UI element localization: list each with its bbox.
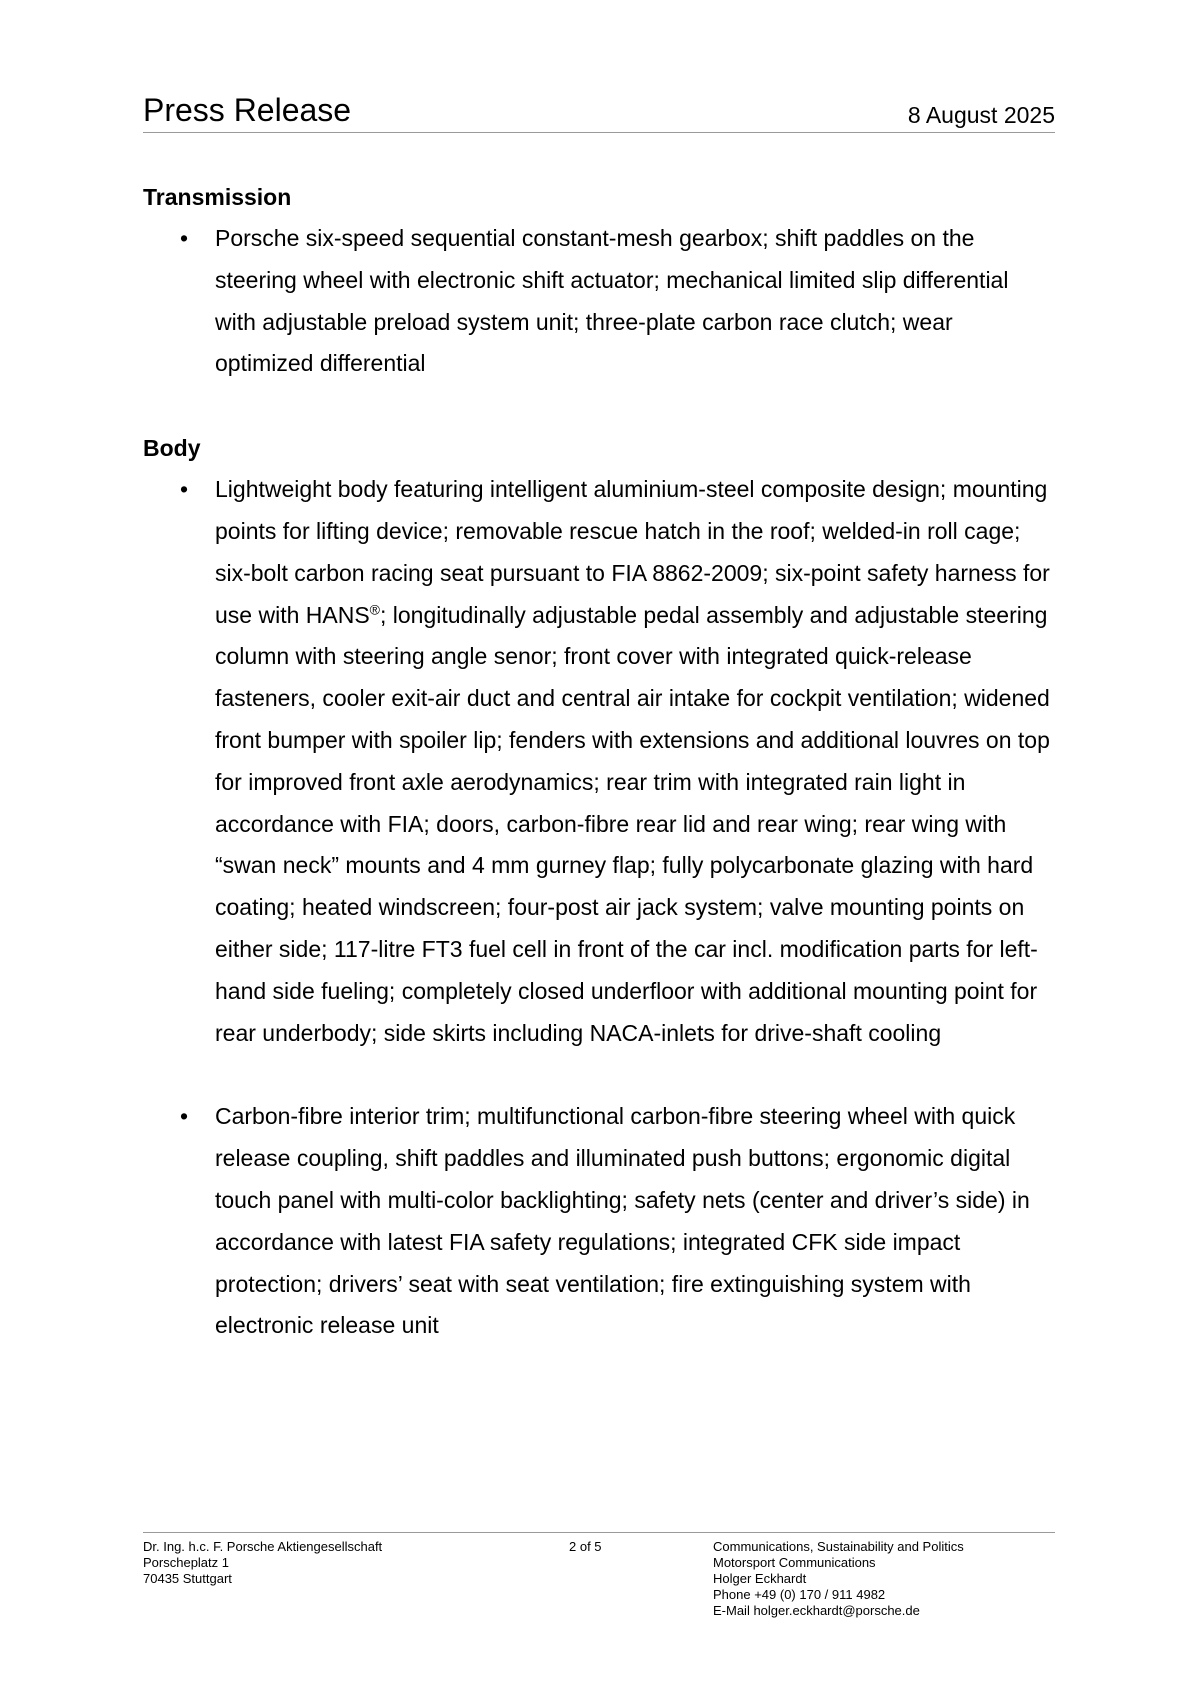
list-item	[143, 1096, 1055, 1347]
list-item	[143, 469, 1055, 1054]
footer-page-block	[569, 1539, 602, 1555]
document-title: Press Release	[143, 92, 352, 128]
list-item-text: Carbon-fibre interior trim; multifunctional carbon-fibre steering wheel with quick release coupling, shift paddles and illuminated push buttons; ergonomic digital touch panel with multi-color backlighting; safety nets (center and driver’s side) in accordance with latest FIA safety regulations; integrated CFK side impact protection; drivers’ seat with seat ventilation; fire extinguishing system with electronic release unit	[215, 1103, 1030, 1339]
footer-unit: Motorsport Communications	[713, 1555, 876, 1570]
bullet-icon: •	[180, 1103, 189, 1130]
document-body	[143, 176, 1055, 1347]
list-item-text: Porsche six-speed sequential constant-mesh gearbox; shift paddles on the steering wheel with electronic shift actuator; mechanical limited slip differential with adjustable preload system unit; three-plate carbon race clutch; wear optimized differential	[215, 225, 1009, 377]
section-spacer	[143, 385, 1055, 427]
footer-email: E-Mail holger.eckhardt@porsche.de	[713, 1603, 920, 1618]
list-spacer	[143, 1054, 1055, 1096]
page-number: 2 of 5	[569, 1539, 602, 1554]
transmission-list	[143, 218, 1055, 385]
footer-company: Dr. Ing. h.c. F. Porsche Aktiengesellschaft	[143, 1539, 383, 1554]
footer-phone: Phone +49 (0) 170 / 911 4982	[713, 1587, 886, 1602]
list-item	[143, 218, 1055, 385]
footer-company-block	[143, 1539, 382, 1587]
footer-contact-block	[713, 1539, 964, 1619]
bullet-icon: •	[180, 225, 189, 251]
footer-city: 70435 Stuttgart	[143, 1571, 232, 1586]
bullet-icon: •	[180, 476, 189, 503]
footer-department: Communications, Sustainability and Politics	[713, 1539, 964, 1554]
section-heading-transmission: Transmission	[143, 184, 292, 210]
section-heading-body: Body	[143, 435, 201, 462]
page-footer	[143, 1532, 1055, 1618]
footer-contact-name: Holger Eckhardt	[713, 1571, 807, 1586]
list-item-text-part: ; longitudinally adjustable pedal assembly and adjustable steering column with steering angle senor; front cover with integrated quick-release fasteners, cooler exit-air duct and central air intake for cockpit ventilation; widened front bumper with spoiler lip; fenders with extensions and additional louvres on top for improved front axle aerodynamics; rear trim with integrated rain light in accordance with FIA; doors, carbon-fibre rear lid and rear wing; rear wing with “swan neck” mounts and 4 mm gurney flap; fully polycarbonate glazing with hard coating; heated windscreen; four-post air jack system; valve mounting points on either side; 117-litre FT3 fuel cell in front of the car incl. modification parts for left-hand side fueling; completely closed underfloor with additional mounting point for rear underbody; side skirts including NACA-inlets for drive-shaft cooling	[215, 601, 1050, 1046]
list-item-text-part: Lightweight body featuring intelligent aluminium-steel composite design; mounting points for lifting device; removable rescue hatch in the roof; welded-in roll cage; six-bolt carbon racing seat pursuant to FIA 8862-2009; six-point safety harness for use with HANS	[215, 476, 1050, 628]
registered-mark: ®	[369, 600, 380, 617]
list-item-text	[215, 476, 1050, 1045]
document-date: 8 August 2025	[907, 102, 1055, 128]
body-list	[143, 469, 1055, 1347]
footer-street: Porscheplatz 1	[143, 1555, 229, 1570]
page-header	[143, 88, 1055, 133]
